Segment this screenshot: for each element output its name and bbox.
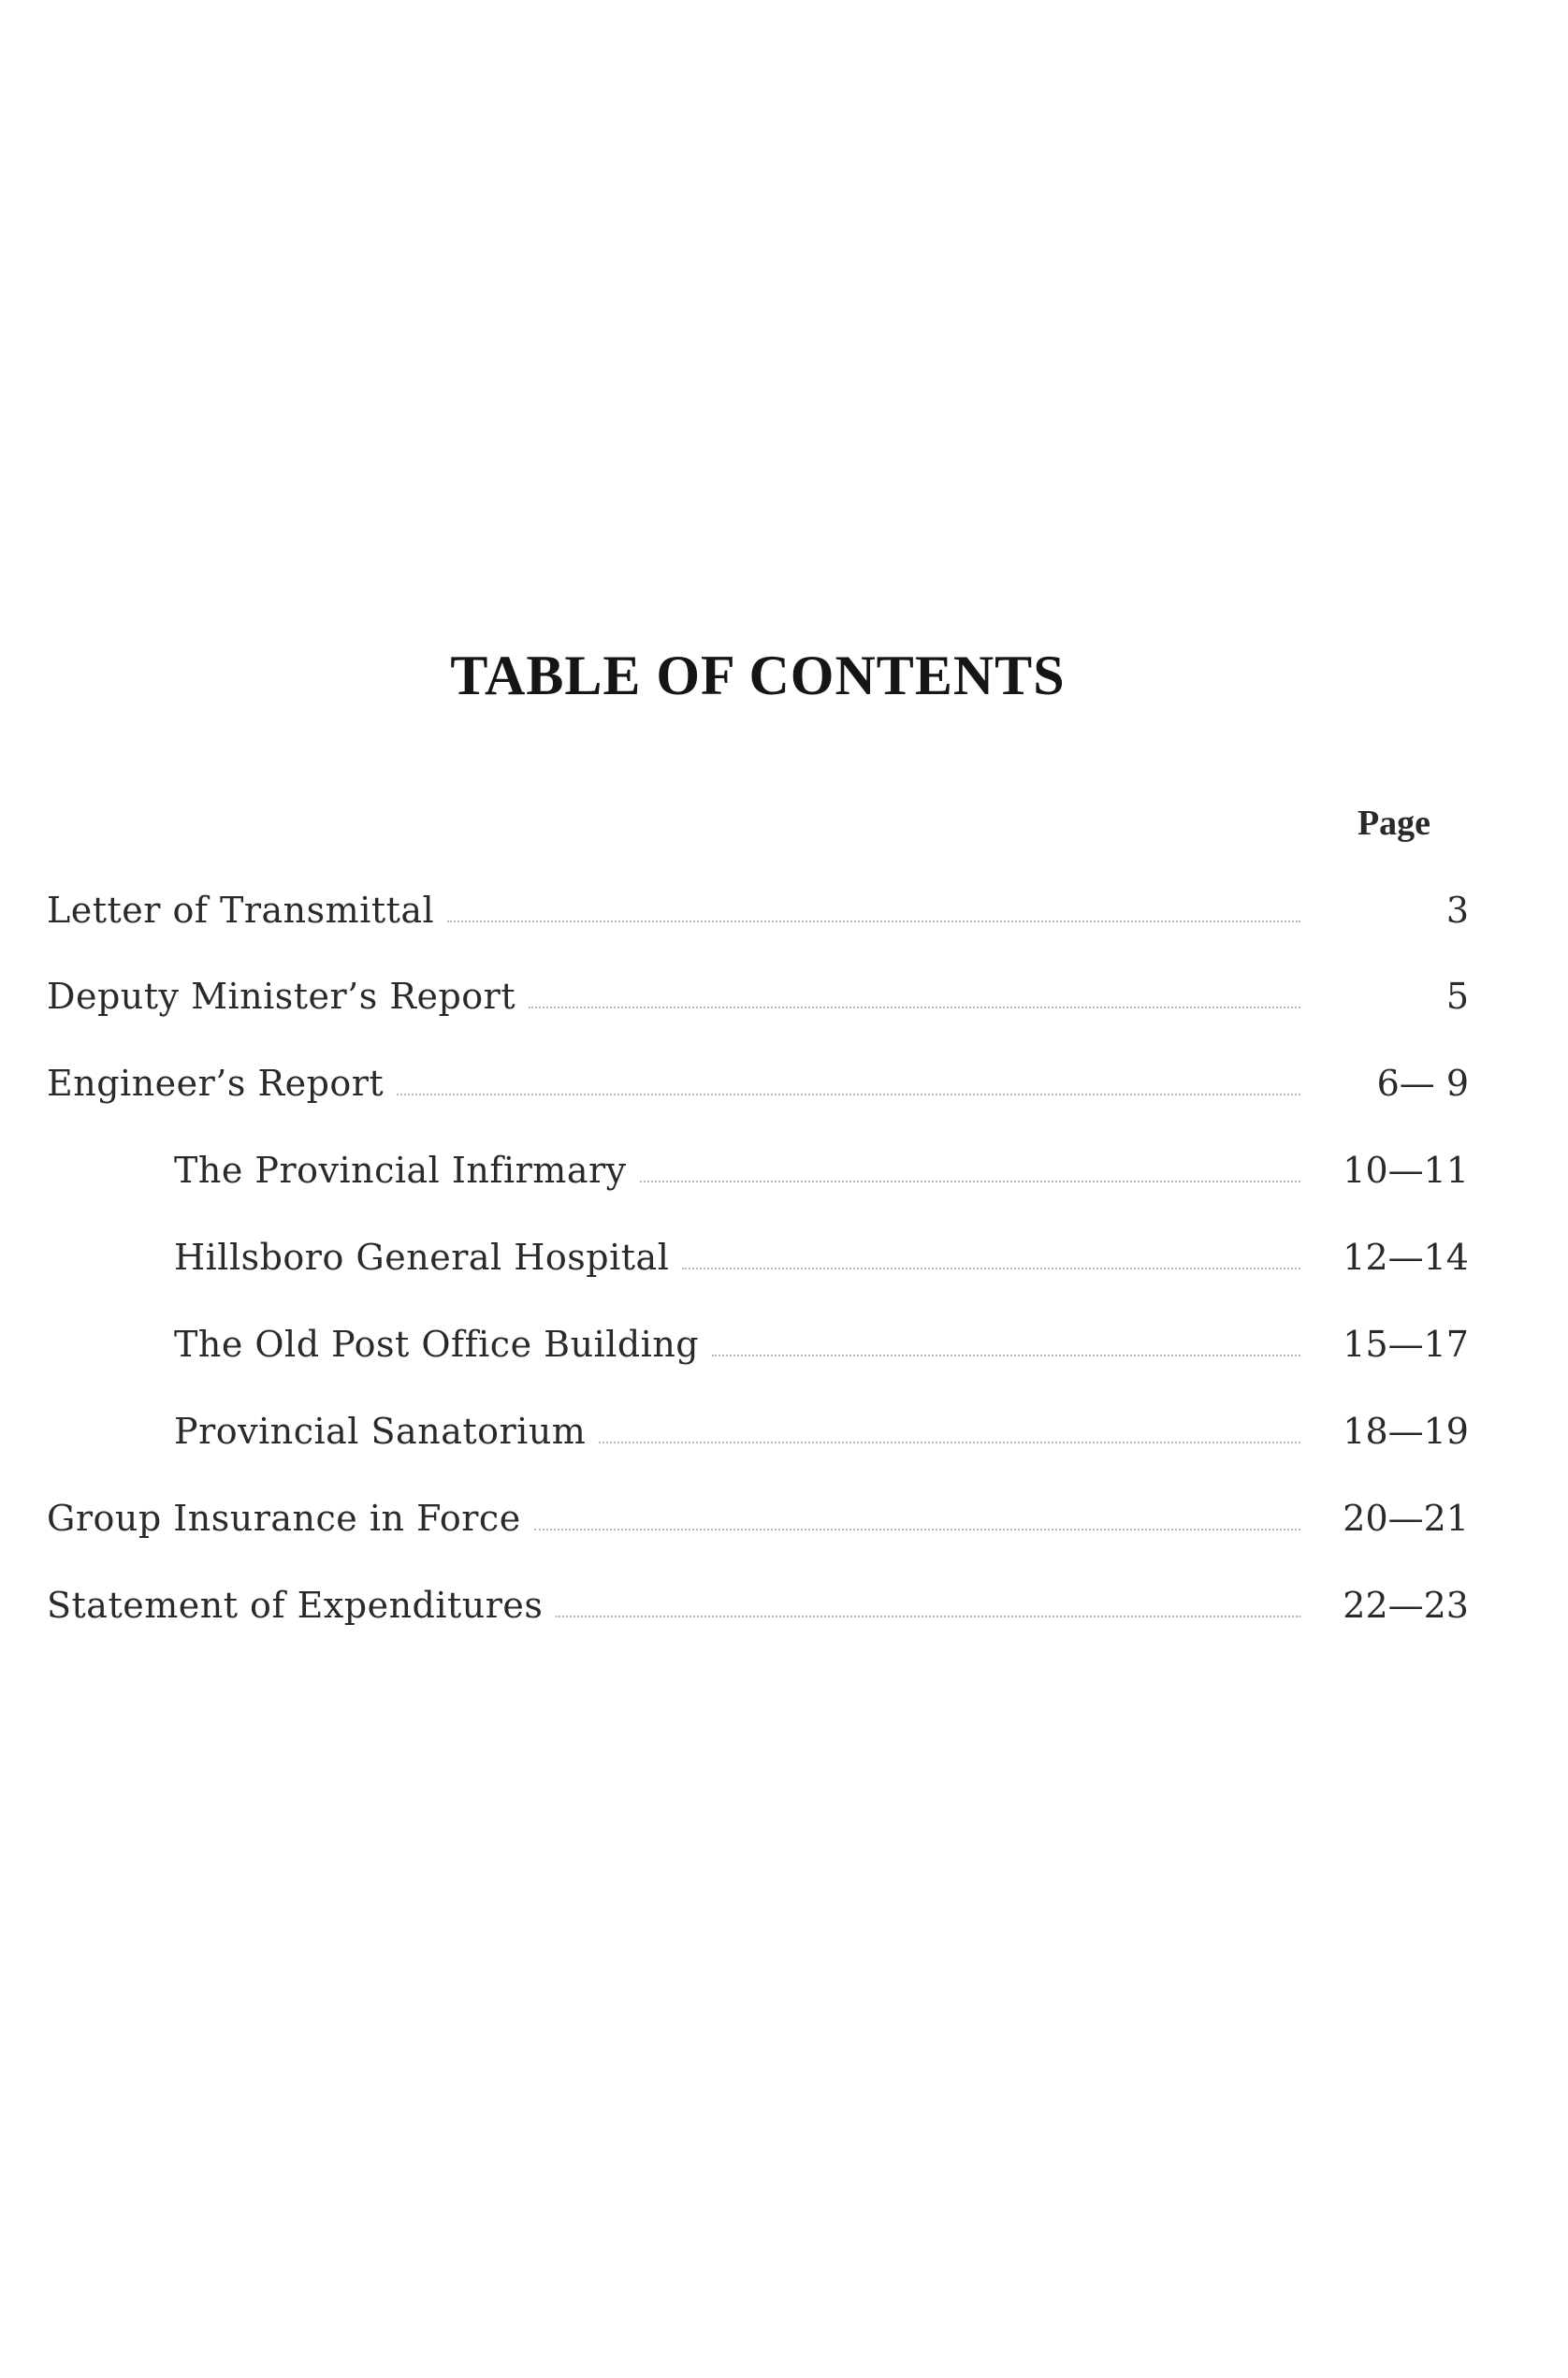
toc-entry-label: Statement of Expenditures (47, 1585, 544, 1626)
dot-leader (534, 1528, 1300, 1530)
toc-entry-provincial-sanatorium (174, 1408, 1469, 1455)
dot-leader (556, 1615, 1300, 1617)
toc-entry-page: 12—14 (1343, 1237, 1469, 1278)
dot-leader (682, 1267, 1300, 1269)
toc-entry-group-insurance-in-force (47, 1495, 1469, 1542)
toc-entry-label: Group Insurance in Force (47, 1498, 521, 1539)
toc-entry-label: The Old Post Office Building (174, 1324, 700, 1365)
dot-leader (529, 1006, 1300, 1008)
toc-entry-page: 3 (1445, 890, 1469, 931)
dot-leader (640, 1180, 1300, 1182)
toc-entry-label: Provincial Sanatorium (174, 1411, 587, 1452)
toc-entry-statement-of-expenditures (47, 1582, 1469, 1629)
toc-entry-label: The Provincial Infirmary (174, 1150, 627, 1191)
dot-leader (397, 1093, 1300, 1095)
toc-entry-letter-of-transmittal (47, 887, 1469, 934)
toc-entry-page: 10—11 (1343, 1150, 1469, 1191)
toc-entry-page: 18—19 (1343, 1411, 1469, 1452)
toc-entry-page: 22—23 (1343, 1585, 1469, 1626)
toc-entry-page: 15—17 (1343, 1324, 1469, 1365)
toc-entry-page: 5 (1445, 976, 1469, 1017)
toc-entry-label: Engineer’s Report (47, 1063, 385, 1104)
toc-entry-page: 20—21 (1343, 1498, 1469, 1539)
dot-leader (712, 1354, 1300, 1356)
toc-entry-engineers-report (47, 1060, 1469, 1107)
dot-leader (447, 920, 1300, 922)
dot-leader (599, 1441, 1300, 1443)
toc-entry-label: Deputy Minister’s Report (47, 976, 516, 1017)
toc-entry-label: Hillsboro General Hospital (174, 1237, 670, 1278)
page-column-heading: Page (1357, 804, 1431, 843)
page-title: TABLE OF CONTENTS (450, 645, 1066, 706)
toc-entry-deputy-ministers-report (47, 973, 1469, 1020)
toc-entry-label: Letter of Transmittal (47, 890, 435, 931)
toc-entry-page: 6— 9 (1376, 1063, 1469, 1104)
toc-entry-old-post-office-building (174, 1321, 1469, 1368)
toc-entry-hillsboro-general-hospital (174, 1234, 1469, 1281)
toc-entry-provincial-infirmary (174, 1147, 1469, 1194)
